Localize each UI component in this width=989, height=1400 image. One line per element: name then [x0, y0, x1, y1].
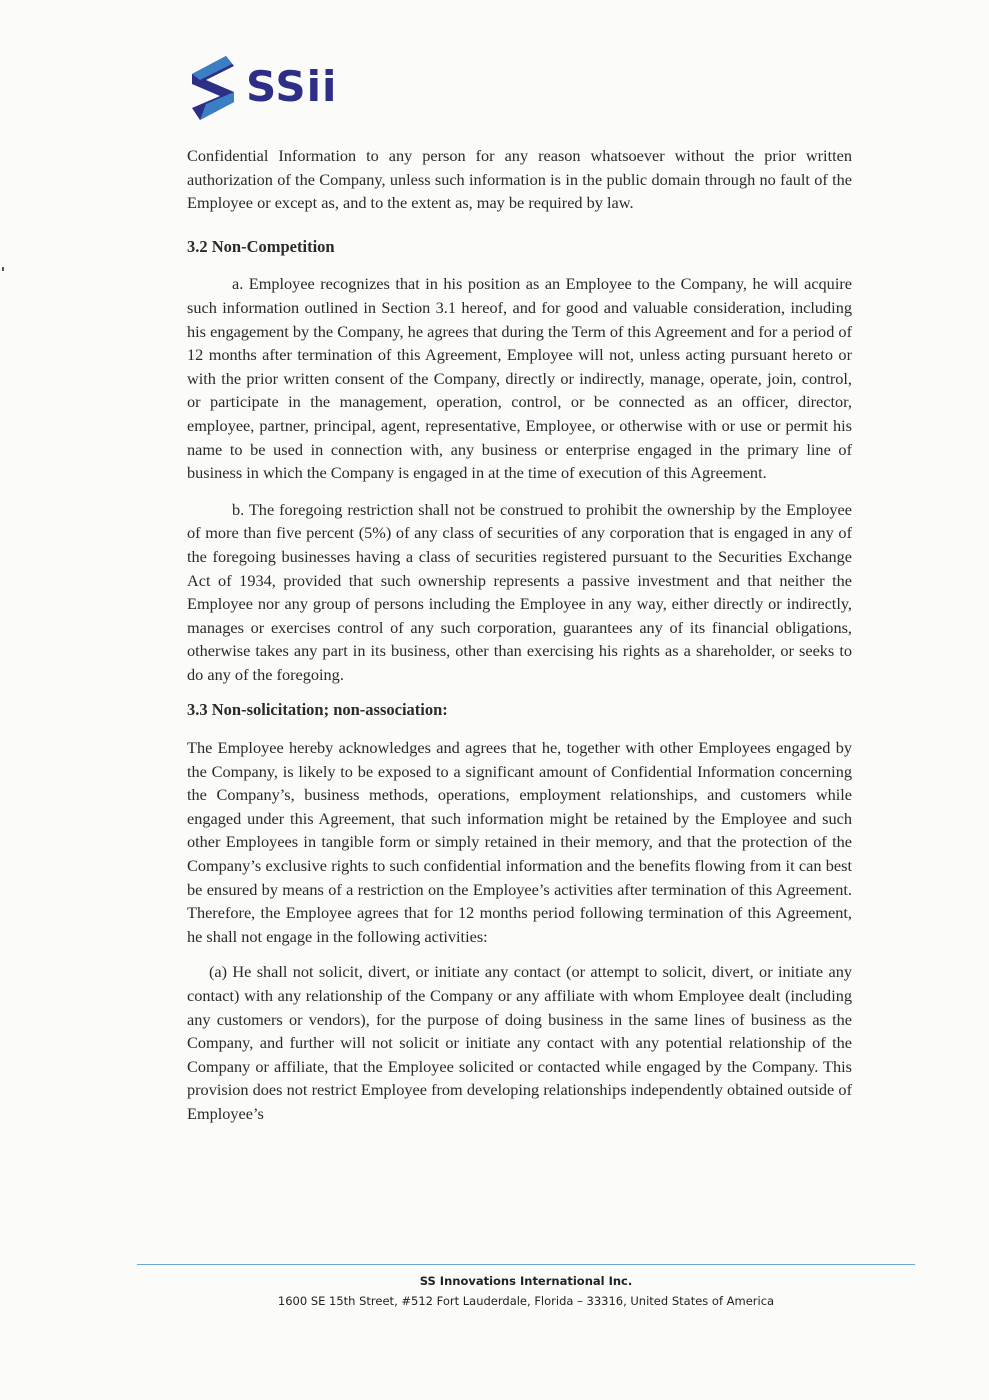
section-3-2-paragraph-b: b. The foregoing restriction shall not be construed to prohibit the ownership by the Employee of more than five percent (5%) of any class of securities of any corporation that is engaged in any of the foregoing businesses having a class of securities registered pursuant to the Securities Exchange Act of 1934, provided that such ownership represents a passive investment and that neither the Employee nor any group of persons including the Employee in any way, either directly or indirectly, manages or exercises control of any such corporation, guarantees any of its financial obligations, otherwise takes any part in its business, other than exercising his rights as a shareholder, or seeks to do any of the foregoing.: [187, 499, 852, 684]
document-body: [187, 144, 852, 1126]
scan-margin-mark: [2, 267, 4, 271]
ssii-logo-mark-icon: [180, 50, 246, 126]
company-logo: [180, 50, 350, 126]
section-3-2-paragraph-a: a. Employee recognizes that in his position as an Employee to the Company, he will acquire such information outlined in Section 3.1 hereof, and for good and valuable consideration, including his engagement by the Company, he agrees that during the Term of this Agreement and for a period of 12 months after termination of this Agreement, Employee will not, unless acting pursuant hereto or with the prior written consent of the Company, directly or indirectly, manage, operate, join, control, or participate in the management, operation, control, or be connected as an officer, director, employee, partner, principal, agent, representative, Employee, or otherwise with or use or permit his name to be used in connection with, any business or enterprise engaged in the primary line of business in which the Company is engaged in at the time of execution of this Agreement.: [187, 274, 852, 483]
footer-company-name: SS Innovations International Inc.: [419, 1274, 633, 1288]
intro-paragraph: Confidential Information to any person for any reason whatsoever without the prior written authorization of the Company, unless such information is in the public domain through no fault of the Employee or except as, and to the extent as, may be required by law.: [187, 146, 852, 213]
section-3-3-paragraph-a: (a) He shall not solicit, divert, or initiate any contact (or attempt to solicit, divert, or initiate any contact) with any relationship of the Company or any affiliate with whom Employee dealt (including any customers or vendors), for the purpose of doing business in the same lines of business as the Company, and further will not solicit or initiate any contact with any potential relationship of the Company or affiliate, that the Employee solicited or contacted while engaged by the Company. This provision does not restrict Employee from developing relationships independently obtained outside of Employee’s: [187, 962, 852, 1123]
section-3-3-heading: 3.3 Non-solicitation; non-association:: [187, 700, 448, 720]
footer-divider: [137, 1264, 915, 1265]
footer-address: 1600 SE 15th Street, #512 Fort Lauderdale, Florida – 33316, United States of America: [277, 1294, 775, 1308]
logo-wordmark: SSii: [246, 62, 338, 111]
section-3-3-paragraph: The Employee hereby acknowledges and agrees that he, together with other Employees engaged by the Company, is likely to be exposed to a significant amount of Confidential Information concerning the Company’s, business methods, operations, employment relationships, and customers while engaged under this Agreement, that such information might be retained by the Employee and such other Employees in tangible form or simply retained in their memory, and that the protection of the Company’s exclusive rights to such confidential information and the benefits flowing from it can best be ensured by means of a restriction on the Employee’s activities after termination of this Agreement. Therefore, the Employee agrees that for 12 months period following termination of this Agreement, he shall not engage in the following activities:: [187, 738, 852, 946]
section-3-2-heading: 3.2 Non-Competition: [187, 236, 335, 256]
